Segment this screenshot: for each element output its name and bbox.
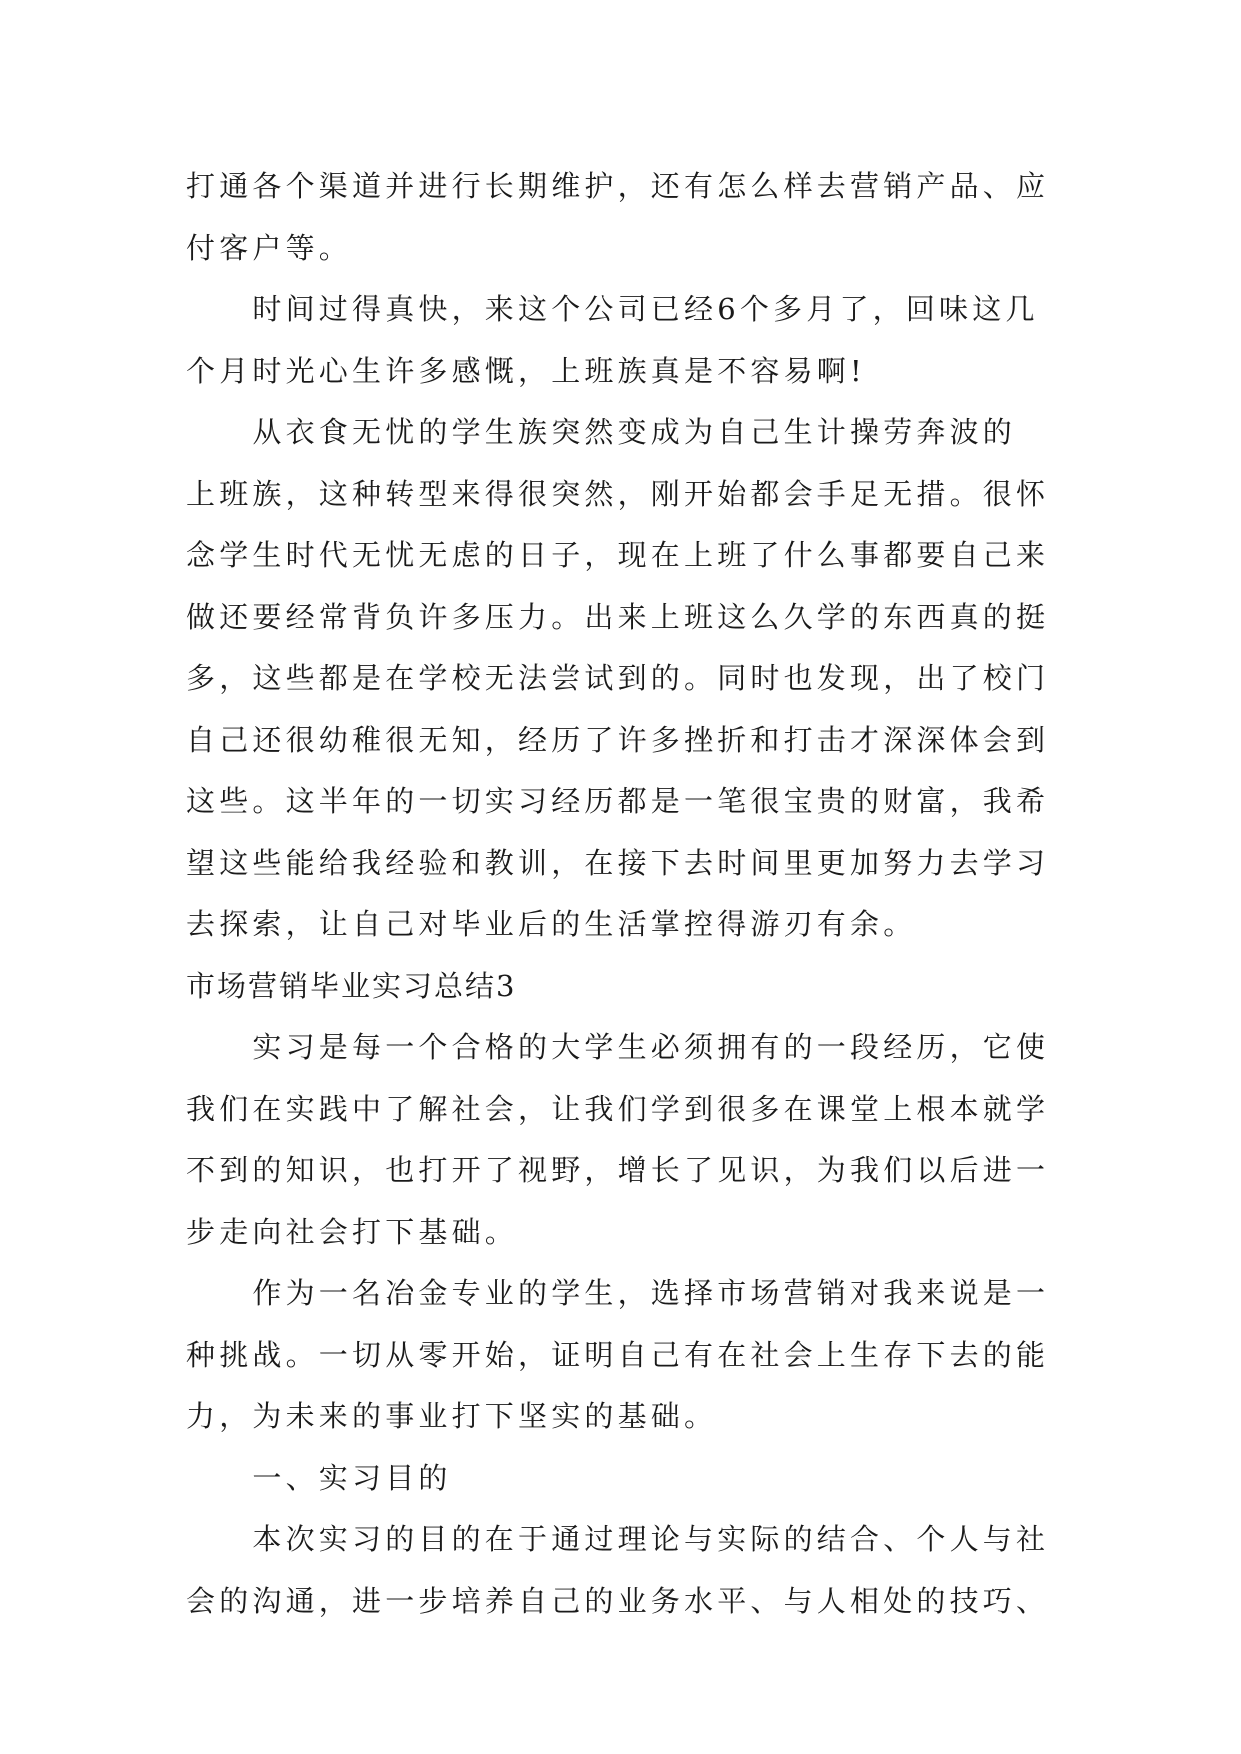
text-line: 个月时光心生许多感慨，上班族真是不容易啊! [186,353,866,388]
text-line: 时间过得真快，来这个公司已经6个多月了，回味这几 [186,292,1039,326]
text-line: 念学生时代无忧无虑的日子，现在上班了什么事都要自己来 [186,538,1050,572]
text-line: 作为一名冶金专业的学生，选择市场营销对我来说是一 [186,1276,1050,1310]
text-line: 我们在实践中了解社会，让我们学到很多在课堂上根本就学 [186,1091,1050,1126]
text-line: 望这些能给我经验和教训，在接下去时间里更加努力去学习 [186,845,1050,880]
text-line: 做还要经常背负许多压力。出来上班这么久学的东西真的挺 [186,599,1050,634]
section-heading: 市场营销毕业实习总结3 [186,968,517,1003]
text-line: 付客户等。 [186,230,353,265]
text-line: 从衣食无忧的学生族突然变成为自己生计操劳奔波的 [186,415,1017,449]
text-line: 多，这些都是在学校无法尝试到的。同时也发现，出了校门 [186,661,1050,695]
text-line: 步走向社会打下基础。 [186,1214,519,1249]
document-body [186,156,1054,1632]
text-line: 自己还很幼稚很无知，经历了许多挫折和打击才深深体会到 [186,722,1050,757]
text-line: 力，为未来的事业打下坚实的基础。 [186,1399,718,1433]
text-line: 上班族，这种转型来得很突然，刚开始都会手足无措。很怀 [186,476,1050,511]
text-line: 不到的知识，也打开了视野，增长了见识，为我们以后进一 [186,1153,1050,1187]
text-line: 实习是每一个合格的大学生必须拥有的一段经历，它使 [186,1030,1050,1064]
text-line: 会的沟通，进一步培养自己的业务水平、与人相处的技巧、 [186,1583,1050,1618]
text-line: 种挑战。一切从零开始，证明自己有在社会上生存下去的能 [186,1337,1050,1372]
text-line: 这些。这半年的一切实习经历都是一笔很宝贵的财富，我希 [186,784,1050,818]
text-line: 本次实习的目的在于通过理论与实际的结合、个人与社 [186,1522,1050,1556]
text-line: 去探索，让自己对毕业后的生活掌控得游刃有余。 [186,907,917,941]
text-line: 打通各个渠道并进行长期维护，还有怎么样去营销产品、应 [186,169,1050,203]
subsection-heading: 一、实习目的 [186,1460,452,1495]
